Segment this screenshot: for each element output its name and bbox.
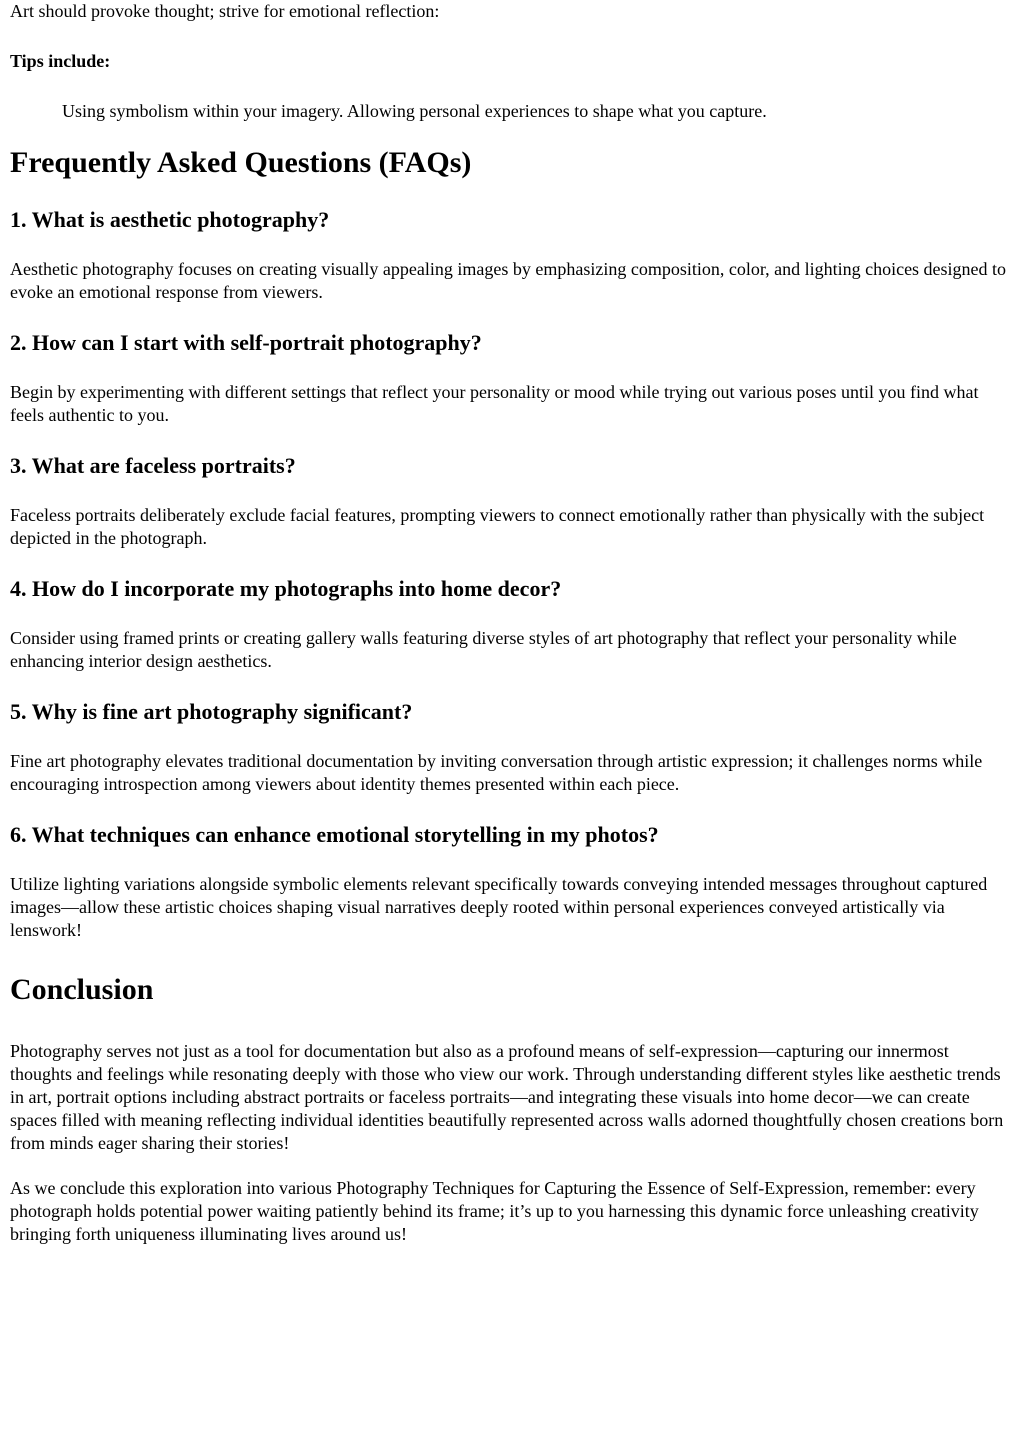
faq-answer: Fine art photography elevates traditional documentation by inviting conversation through artistic expression; it challenges norms while encouraging introspection among viewers about identity themes presented within each piece.: [10, 751, 983, 794]
faq-answer: Begin by experimenting with different settings that reflect your personality or mood while trying out various poses until you find what feels authentic to you.: [10, 382, 979, 425]
faq-question: 1. What is aesthetic photography?: [10, 207, 330, 232]
faq-answer: Aesthetic photography focuses on creating visually appealing images by emphasizing composition, color, and lighting choices designed to evoke an emotional response from viewers.: [10, 259, 1007, 302]
faq-question: 5. Why is fine art photography significant?: [10, 699, 413, 724]
conclusion-heading: Conclusion: [10, 973, 154, 1006]
faq-answer: Faceless portraits deliberately exclude facial features, prompting viewers to connect emotionally rather than physically with the subject depicted in the photograph.: [10, 505, 985, 548]
intro-paragraph: Art should provoke thought; strive for emotional reflection:: [10, 1, 440, 21]
tips-item: Using symbolism within your imagery. Allowing personal experiences to shape what you capture.: [62, 101, 767, 121]
faq-question: 3. What are faceless portraits?: [10, 453, 296, 478]
faq-question: 4. How do I incorporate my photographs into home decor?: [10, 576, 562, 601]
faq-question: 6. What techniques can enhance emotional storytelling in my photos?: [10, 822, 659, 847]
faq-answer: Consider using framed prints or creating gallery walls featuring diverse styles of art photography that reflect your personality while enhancing interior design aesthetics.: [10, 628, 957, 671]
tips-label: Tips include:: [10, 51, 111, 71]
faq-answer: Utilize lighting variations alongside symbolic elements relevant specifically towards conveying intended messages throughout captured images—allow these artistic choices shaping visual narratives deeply rooted within personal experiences conveyed artistically via lenswork!: [10, 874, 988, 940]
conclusion-paragraph: As we conclude this exploration into various Photography Techniques for Capturing the Essence of Self-Expression, remember: every photograph holds potential power waiting patiently behind its frame; it’s up to you harnessing this dynamic force unleashing creativity bringing forth uniqueness illuminating lives around us!: [10, 1178, 979, 1244]
faq-heading: Frequently Asked Questions (FAQs): [10, 146, 472, 179]
conclusion-paragraph: Photography serves not just as a tool for documentation but also as a profound means of self-expression—capturing our innermost thoughts and feelings while resonating deeply with those who view our work. Through understanding different styles like aesthetic trends in art, portrait options including abstract portraits or faceless portraits—and integrating these visuals into home decor—we can create spaces filled with meaning reflecting individual identities beautifully represented across walls adorned thoughtfully chosen creations born from minds eager sharing their stories!: [10, 1041, 1004, 1153]
faq-question: 2. How can I start with self-portrait photography?: [10, 330, 482, 355]
